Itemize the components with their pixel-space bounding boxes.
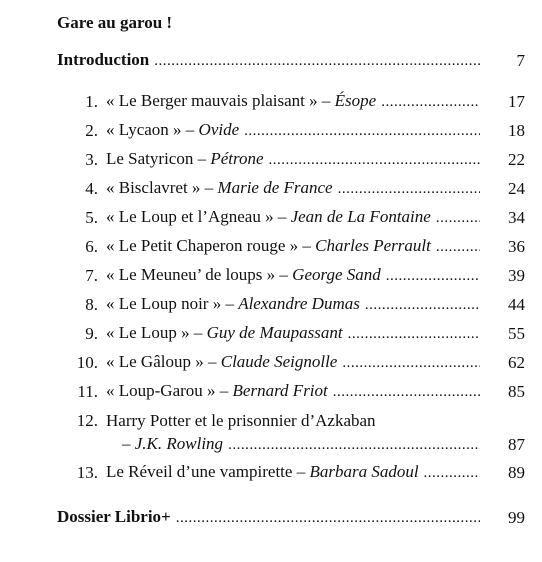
entry-separator: – [122,434,135,453]
page-number: 34 [508,208,525,227]
leader-dots [436,236,480,258]
toc-entry-5[interactable] [0,203,542,229]
entry-author: Bernard Friot [232,381,328,400]
entry-author: J.K. Rowling [134,434,224,453]
entry-title: « Bisclavret » [106,178,201,197]
page-number: 39 [508,266,525,285]
entry-separator: – [275,265,293,284]
page-number: 87 [508,435,525,454]
entry-number: 8. [85,295,98,314]
toc-entry-4[interactable] [0,174,542,200]
entry-title: « Le Gâloup » [106,352,204,371]
entry-title: « Le Loup noir » [106,294,222,313]
entry-separator: – [317,91,335,110]
leader-dots [386,265,480,287]
entry-author: Ovide [198,120,240,139]
entry-number: 4. [85,179,98,198]
toc-entry-13[interactable] [0,458,542,484]
entry-separator: – [298,236,316,255]
entry-number: 7. [85,266,98,285]
entry-number: 1. [85,92,98,111]
leader-dots [342,352,480,374]
entry-number: 10. [76,353,98,372]
page-number: 7 [516,51,525,70]
page-number: 55 [508,324,525,343]
toc-entry-1[interactable] [0,87,542,113]
toc-section-dossier[interactable] [0,503,542,529]
toc-entry-10[interactable] [0,348,542,374]
toc-entry-11[interactable] [0,377,542,403]
entry-title: « Le Meuneu’ de loups » [106,265,276,284]
page-number: 99 [508,508,525,527]
entry-separator: – [215,381,233,400]
toc-entry-2[interactable] [0,116,542,142]
toc-entry-12-continuation[interactable] [0,430,542,456]
leader-dots [269,149,480,171]
entry-separator: – [273,207,291,226]
entry-separator: – [193,149,211,168]
leader-dots [176,507,480,529]
leader-dots [365,294,480,316]
toc-entry-6[interactable] [0,232,542,258]
page-number: 44 [508,295,525,314]
entry-separator: – [292,462,310,481]
entry-title: Harry Potter et le prisonnier d’Azkaban [106,411,376,430]
entry-title: « Le Petit Chaperon rouge » [106,236,299,255]
page-number: 85 [508,382,525,401]
entry-author: Marie de France [217,178,333,197]
toc-entry-3[interactable] [0,145,542,171]
leader-dots [436,207,480,229]
entry-title: Le Réveil d’une vampirette [106,462,293,481]
entry-number: 13. [76,463,98,482]
entry-separator: – [221,294,239,313]
toc-section-introduction[interactable] [0,46,542,72]
page-number: 36 [508,237,525,256]
page-number: 62 [508,353,525,372]
page-number: 22 [508,150,525,169]
entry-number: 6. [85,237,98,256]
leader-dots [154,50,480,72]
entry-title: « Lycaon » [106,120,182,139]
entry-title: « Le Berger mauvais plaisant » [106,91,318,110]
entry-separator: – [203,352,221,371]
toc-entry-8[interactable] [0,290,542,316]
entry-number: 11. [77,382,98,401]
toc-entry-9[interactable] [0,319,542,345]
entry-title: « Le Loup » [106,323,190,342]
entry-number: 5. [85,208,98,227]
page-number: 17 [508,92,525,111]
section-title: Introduction [57,50,150,69]
leader-dots [381,91,480,113]
entry-author: Barbara Sadoul [309,462,419,481]
entry-author: Pétrone [210,149,264,168]
entry-author: Jean de La Fontaine [290,207,431,226]
entry-author: Guy de Maupassant [206,323,343,342]
leader-dots [424,462,480,484]
section-title: Dossier Librio+ [57,507,171,526]
entry-author: George Sand [292,265,381,284]
book-title-heading: Gare au garou ! [57,13,173,32]
entry-author: Ésope [334,91,377,110]
entry-title: « Le Loup et l’Agneau » [106,207,274,226]
toc-entry-12[interactable] [0,406,542,432]
leader-dots [228,434,480,456]
entry-number: 3. [85,150,98,169]
page-number: 24 [508,179,525,198]
leader-dots [348,323,480,345]
entry-separator: – [189,323,207,342]
leader-dots [333,381,480,403]
leader-dots [338,178,480,200]
entry-separator: – [200,178,218,197]
entry-number: 2. [85,121,98,140]
page-number: 18 [508,121,525,140]
entry-number: 12. [76,411,98,430]
entry-number: 9. [85,324,98,343]
leader-dots [244,120,480,142]
entry-title: « Loup-Garou » [106,381,216,400]
entry-title: Le Satyricon [106,149,194,168]
entry-author: Charles Perrault [315,236,431,255]
page-number: 89 [508,463,525,482]
entry-author: Alexandre Dumas [238,294,360,313]
toc-entry-7[interactable] [0,261,542,287]
entry-author: Claude Seignolle [220,352,338,371]
entry-separator: – [181,120,199,139]
